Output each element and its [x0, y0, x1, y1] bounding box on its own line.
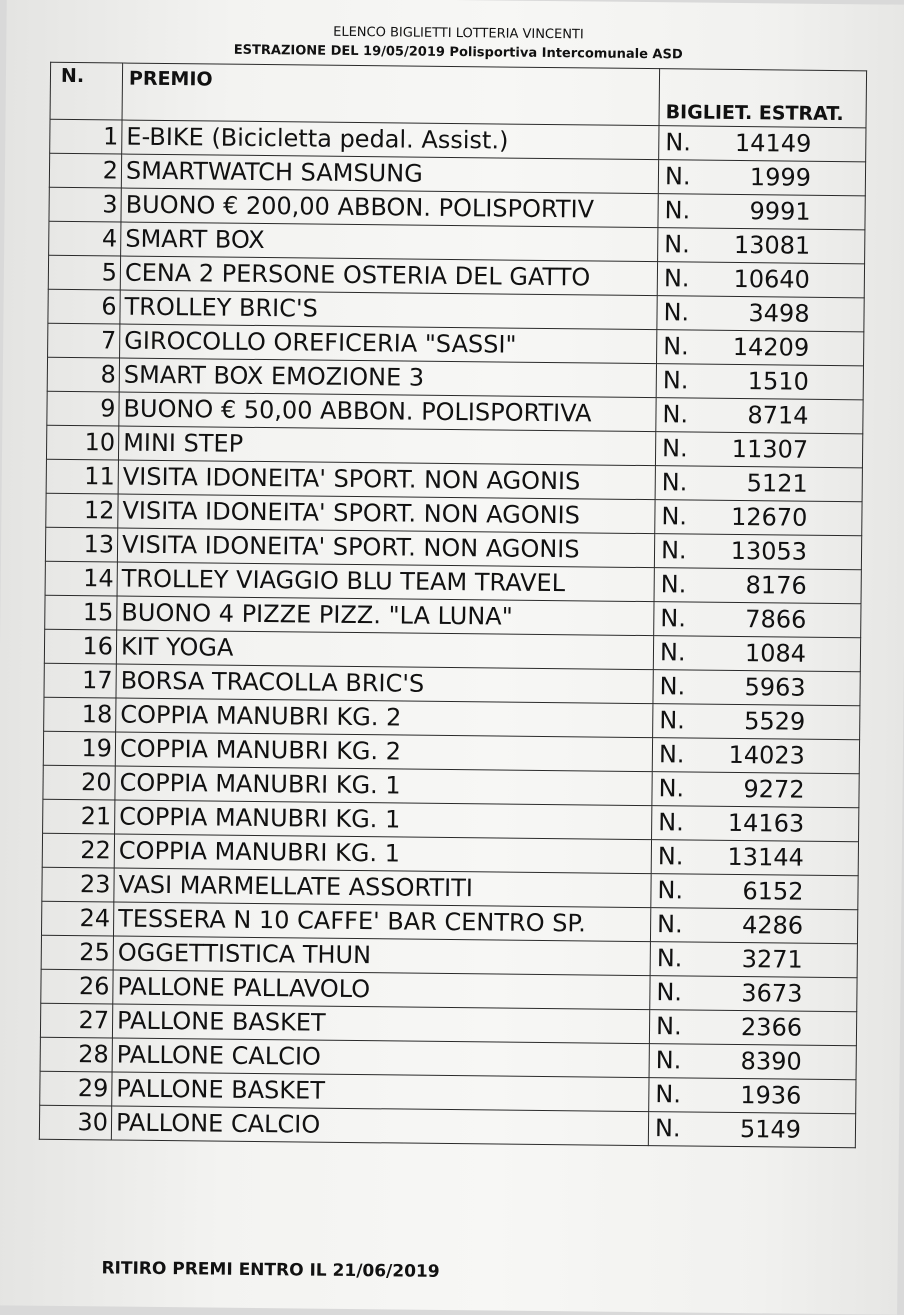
prize-number: 24 — [41, 901, 113, 936]
prize-description: SMART BOX EMOZIONE 3 — [119, 358, 656, 398]
prize-number: 15 — [45, 595, 117, 630]
prize-number: 29 — [40, 1071, 112, 1106]
prize-number: 7 — [48, 323, 120, 358]
ticket-prefix: N. — [655, 1080, 682, 1109]
ticket-prefix: N. — [656, 910, 683, 939]
ticket-cell — [650, 942, 857, 978]
prize-description: E-BIKE (Bicicletta pedal. Assist.) — [122, 120, 659, 160]
ticket-number: 14163 — [727, 808, 805, 838]
prize-description: VISITA IDONEITA' SPORT. NON AGONIS — [118, 494, 655, 534]
ticket-prefix: N. — [654, 1114, 681, 1143]
ticket-cell — [648, 1112, 855, 1148]
ticket-number: 5121 — [746, 469, 808, 498]
prize-description: TROLLEY BRIC'S — [120, 290, 657, 330]
ticket-number: 5963 — [744, 673, 806, 702]
ticket-number: 8714 — [747, 401, 809, 430]
prize-number: 13 — [45, 527, 117, 562]
prize-number: 17 — [44, 663, 116, 698]
ticket-prefix: N. — [655, 1046, 682, 1075]
ticket-number: 6152 — [742, 877, 804, 906]
ticket-prefix: N. — [664, 196, 691, 225]
ticket-prefix: N. — [659, 672, 686, 701]
prize-number: 11 — [46, 459, 118, 494]
ticket-cell — [651, 874, 858, 910]
prize-description: TESSERA N 10 CAFFE' BAR CENTRO SP. — [113, 902, 650, 942]
prize-description: COPPIA MANUBRI KG. 1 — [115, 800, 652, 840]
prize-description: BUONO € 200,00 ABBON. POLISPORTIV — [121, 188, 658, 228]
prize-description: OGGETTISTICA THUN — [113, 936, 650, 976]
ticket-number: 1999 — [749, 163, 812, 192]
ticket-number: 14149 — [734, 128, 812, 158]
prize-number: 10 — [46, 425, 118, 460]
prize-number: 21 — [43, 799, 115, 834]
ticket-cell — [650, 908, 857, 944]
prize-number: 9 — [47, 391, 119, 426]
ticket-cell — [649, 1078, 856, 1114]
ticket-number: 1510 — [747, 367, 809, 396]
prize-description: VISITA IDONEITA' SPORT. NON AGONIS — [118, 460, 655, 500]
ticket-prefix: N. — [662, 366, 689, 395]
prize-number: 1 — [50, 119, 122, 154]
ticket-cell — [657, 330, 864, 366]
prize-number: 27 — [40, 1003, 112, 1038]
prize-number: 20 — [43, 765, 115, 800]
ticket-number: 5149 — [739, 1115, 802, 1144]
prize-description: COPPIA MANUBRI KG. 2 — [116, 698, 653, 738]
document-subtitle: ESTRAZIONE DEL 19/05/2019 Polisportiva Intercomunale ASD — [233, 42, 683, 63]
prize-description: GIROCOLLO OREFICERIA "SASSI" — [120, 324, 657, 364]
prize-description: MINI STEP — [118, 426, 655, 466]
ticket-number: 2366 — [740, 1013, 803, 1042]
prize-number: 14 — [45, 561, 117, 596]
prize-number: 18 — [44, 697, 116, 732]
ticket-number: 3498 — [748, 299, 810, 328]
ticket-cell — [652, 772, 859, 808]
ticket-prefix: N. — [664, 162, 691, 191]
prize-description: BUONO € 50,00 ABBON. POLISPORTIVA — [119, 392, 656, 432]
ticket-prefix: N. — [658, 774, 685, 803]
ticket-number: 8390 — [740, 1047, 802, 1076]
prize-number: 5 — [48, 255, 120, 290]
ticket-prefix: N. — [659, 638, 686, 667]
ticket-cell — [653, 704, 860, 740]
ticket-cell — [655, 432, 862, 468]
prize-number: 6 — [48, 289, 120, 324]
ticket-number: 10640 — [733, 264, 811, 294]
ticket-number: 9272 — [743, 775, 805, 804]
ticket-number: 4286 — [741, 911, 804, 940]
ticket-number: 11307 — [731, 434, 809, 464]
ticket-cell — [655, 500, 862, 536]
prize-description: CENA 2 PERSONE OSTERIA DEL GATTO — [120, 256, 657, 296]
ticket-number: 3271 — [741, 945, 803, 974]
ticket-prefix: N. — [661, 434, 688, 463]
ticket-number: 1936 — [740, 1081, 802, 1110]
ticket-number: 12670 — [730, 502, 808, 532]
prize-description: BORSA TRACOLLA BRIC'S — [116, 664, 653, 704]
prize-description: PALLONE CALCIO — [111, 1106, 648, 1146]
prize-number: 4 — [49, 221, 121, 256]
prize-number: 23 — [42, 867, 114, 902]
prize-description: COPPIA MANUBRI KG. 2 — [115, 732, 652, 772]
ticket-prefix: N. — [656, 978, 683, 1007]
ticket-cell — [658, 194, 865, 230]
ticket-prefix: N. — [663, 298, 690, 327]
prize-number: 3 — [49, 187, 121, 222]
column-header-ticket: BIGLIET. ESTRAT. — [659, 69, 867, 128]
prize-number: 16 — [44, 629, 116, 664]
ticket-prefix: N. — [660, 604, 687, 633]
ticket-prefix: N. — [665, 128, 692, 157]
ticket-cell — [658, 160, 865, 196]
ticket-cell — [649, 1044, 856, 1080]
ticket-cell — [652, 806, 859, 842]
ticket-number: 14023 — [728, 740, 806, 770]
ticket-cell — [654, 602, 861, 638]
footer-note: RITIRO PREMI ENTRO IL 21/06/2019 — [101, 1258, 440, 1282]
prize-number: 8 — [47, 357, 119, 392]
prize-number: 30 — [39, 1105, 111, 1140]
prize-description: SMARTWATCH SAMSUNG — [121, 154, 658, 194]
ticket-number: 5529 — [744, 707, 806, 736]
ticket-cell — [657, 262, 864, 298]
prize-number: 28 — [40, 1037, 112, 1072]
ticket-prefix: N. — [663, 332, 689, 361]
prize-description: KIT YOGA — [116, 630, 653, 670]
prize-description: VISITA IDONEITA' SPORT. NON AGONIS — [117, 528, 654, 568]
ticket-cell — [656, 398, 863, 434]
prize-description: SMART BOX — [121, 222, 658, 262]
ticket-prefix: N. — [664, 230, 690, 259]
ticket-prefix: N. — [662, 400, 689, 429]
table-body — [39, 119, 866, 1147]
ticket-prefix: N. — [660, 536, 687, 565]
prize-number: 2 — [49, 153, 121, 188]
ticket-prefix: N. — [663, 264, 690, 293]
ticket-cell — [657, 296, 864, 332]
prize-description: BUONO 4 PIZZE PIZZ. "LA LUNA" — [117, 596, 654, 636]
ticket-cell — [655, 466, 862, 502]
ticket-number: 14209 — [732, 332, 810, 362]
prize-number: 26 — [41, 969, 113, 1004]
prize-description: COPPIA MANUBRI KG. 1 — [115, 766, 652, 806]
winning-tickets-table — [39, 62, 867, 1148]
ticket-cell — [653, 670, 860, 706]
ticket-cell — [654, 534, 861, 570]
ticket-number: 7866 — [745, 605, 807, 634]
ticket-number: 3673 — [741, 979, 803, 1008]
ticket-number: 13081 — [733, 230, 811, 260]
ticket-prefix: N. — [661, 502, 688, 531]
column-header-number: N. — [50, 62, 123, 120]
ticket-number: 8176 — [745, 571, 807, 600]
column-header-prize: PREMIO — [122, 63, 660, 126]
ticket-number: 9991 — [749, 197, 811, 226]
ticket-cell — [649, 1010, 856, 1046]
prize-number: 19 — [43, 731, 115, 766]
ticket-cell — [651, 840, 858, 876]
ticket-cell — [653, 636, 860, 672]
prize-description: PALLONE PALLAVOLO — [113, 970, 650, 1010]
ticket-prefix: N. — [658, 740, 685, 769]
ticket-number: 13144 — [727, 842, 804, 872]
prize-description: PALLONE BASKET — [112, 1072, 649, 1112]
ticket-number: 13053 — [730, 536, 808, 566]
prize-number: 22 — [42, 833, 114, 868]
document-title: ELENCO BIGLIETTI LOTTERIA VINCENTI — [333, 24, 584, 43]
ticket-cell — [650, 976, 857, 1012]
ticket-prefix: N. — [660, 570, 687, 599]
ticket-prefix: N. — [658, 808, 684, 837]
prize-description: PALLONE BASKET — [112, 1004, 649, 1044]
ticket-prefix: N. — [657, 842, 684, 871]
ticket-cell — [658, 228, 865, 264]
ticket-prefix: N. — [661, 468, 688, 497]
prize-description: VASI MARMELLATE ASSORTITI — [114, 868, 651, 908]
prize-description: COPPIA MANUBRI KG. 1 — [114, 834, 651, 874]
prize-description: TROLLEY VIAGGIO BLU TEAM TRAVEL — [117, 562, 654, 602]
prize-number: 12 — [46, 493, 118, 528]
table-row — [39, 1105, 855, 1148]
prize-description: PALLONE CALCIO — [112, 1038, 649, 1078]
ticket-prefix: N. — [659, 706, 686, 735]
ticket-cell — [656, 364, 863, 400]
ticket-prefix: N. — [657, 876, 684, 905]
ticket-prefix: N. — [655, 1012, 682, 1041]
ticket-cell — [659, 126, 866, 162]
ticket-prefix: N. — [656, 944, 683, 973]
prize-number: 25 — [41, 935, 113, 970]
ticket-number: 1084 — [744, 639, 807, 668]
table-header-row — [50, 62, 867, 128]
ticket-cell — [654, 568, 861, 604]
ticket-cell — [652, 738, 859, 774]
